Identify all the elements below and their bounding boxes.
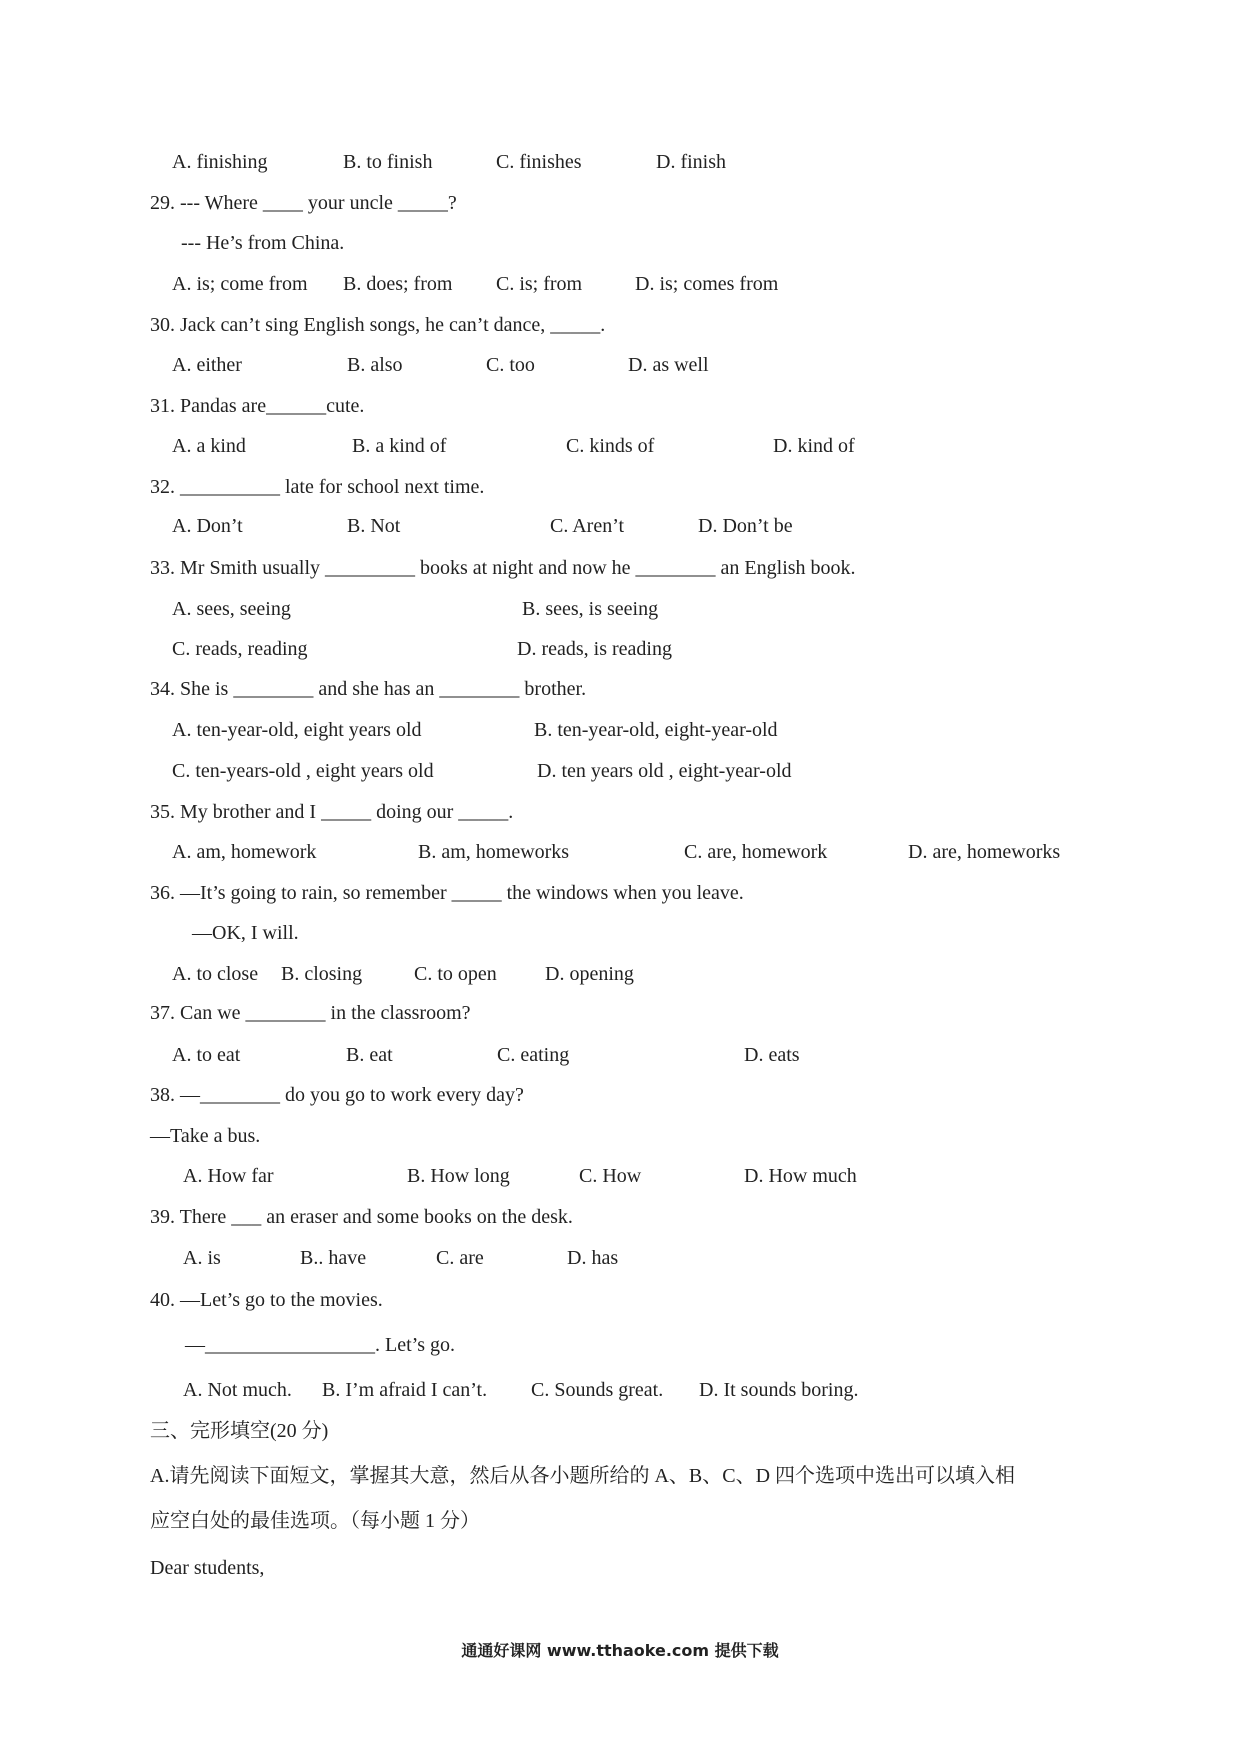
option-d: D. eats — [744, 1044, 800, 1066]
option-a: A. Not much. — [183, 1379, 292, 1401]
question-stem: 39. There ___ an eraser and some books on the desk. — [150, 1206, 573, 1228]
section-heading: 三、完形填空(20 分) — [150, 1420, 329, 1442]
question-stem: 35. My brother and I _____ doing our _____. — [150, 801, 514, 823]
option-c: C. are, homework — [684, 841, 828, 863]
section-instructions-line-1: A.请先阅读下面短文，掌握其大意，然后从各小题所给的 A、B、C、D 四个选项中选出可以填入相 — [150, 1465, 1016, 1487]
option-d: D. is; comes from — [635, 273, 779, 295]
question-stem: 33. Mr Smith usually _________ books at night and now he ________ an English book. — [150, 557, 856, 579]
question-stem: 32. __________ late for school next time. — [150, 476, 485, 498]
option-c: C. How — [579, 1165, 642, 1187]
question-stem: 40. —Let’s go to the movies. — [150, 1289, 383, 1311]
option-a: A. finishing — [172, 151, 268, 173]
option-a: A. is — [183, 1247, 221, 1269]
option-b: B. eat — [346, 1044, 393, 1066]
option-a: A. How far — [183, 1165, 274, 1187]
question-stem: 34. She is ________ and she has an ________ brother. — [150, 678, 587, 700]
option-b: B. sees, is seeing — [522, 598, 659, 620]
question-stem: 38. —________ do you go to work every day? — [150, 1084, 524, 1106]
option-c: C. is; from — [496, 273, 583, 295]
option-b: B. also — [347, 354, 403, 376]
option-b: B. am, homeworks — [418, 841, 570, 863]
option-b: B. How long — [407, 1165, 510, 1187]
option-d: D. has — [567, 1247, 619, 1269]
page-footer: 通通好课网 www.tthaoke.com 提供下载 — [461, 1641, 779, 1660]
option-c: C. to open — [414, 963, 497, 985]
option-c: C. too — [486, 354, 535, 376]
option-b: B. Not — [347, 515, 401, 537]
question-reply: —OK, I will. — [192, 922, 299, 944]
option-c: C. Aren’t — [550, 515, 625, 537]
option-b: B. to finish — [343, 151, 433, 173]
option-b: B. I’m afraid I can’t. — [322, 1379, 488, 1401]
option-d: D. How much — [744, 1165, 857, 1187]
question-reply: —_________________. Let’s go. — [185, 1334, 455, 1356]
option-c: C. Sounds great. — [531, 1379, 664, 1401]
option-c: C. eating — [497, 1044, 570, 1066]
option-a: A. ten-year-old, eight years old — [172, 719, 422, 741]
option-c: C. finishes — [496, 151, 582, 173]
option-c: C. ten-years-old , eight years old — [172, 760, 434, 782]
option-b: B. ten-year-old, eight-year-old — [534, 719, 778, 741]
option-d: D. It sounds boring. — [699, 1379, 859, 1401]
option-d: D. are, homeworks — [908, 841, 1061, 863]
option-d: D. reads, is reading — [517, 638, 672, 660]
option-d: D. Don’t be — [698, 515, 793, 537]
option-d: D. kind of — [773, 435, 855, 457]
option-b: B.. have — [300, 1247, 367, 1269]
option-a: A. Don’t — [172, 515, 243, 537]
option-a: A. am, homework — [172, 841, 317, 863]
question-stem: 31. Pandas are______cute. — [150, 395, 365, 417]
option-b: B. closing — [281, 963, 363, 985]
option-a: A. to eat — [172, 1044, 241, 1066]
option-d: D. opening — [545, 963, 634, 985]
section-instructions-line-2: 应空白处的最佳选项。（每小题 1 分） — [150, 1510, 480, 1532]
question-stem: 30. Jack can’t sing English songs, he can’t dance, _____. — [150, 314, 606, 336]
question-stem: 36. —It’s going to rain, so remember _____ the windows when you leave. — [150, 882, 744, 904]
question-stem: 29. --- Where ____ your uncle _____? — [150, 192, 457, 214]
option-c: C. kinds of — [566, 435, 655, 457]
option-d: D. ten years old , eight-year-old — [537, 760, 792, 782]
question-reply: —Take a bus. — [150, 1125, 261, 1147]
option-b: B. does; from — [343, 273, 453, 295]
option-a: A. to close — [172, 963, 259, 985]
option-b: B. a kind of — [352, 435, 447, 457]
letter-salutation: Dear students, — [150, 1557, 265, 1579]
option-a: A. sees, seeing — [172, 598, 291, 620]
option-c: C. reads, reading — [172, 638, 308, 660]
option-a: A. a kind — [172, 435, 246, 457]
option-a: A. either — [172, 354, 242, 376]
question-reply: --- He’s from China. — [181, 232, 345, 254]
option-d: D. finish — [656, 151, 726, 173]
question-stem: 37. Can we ________ in the classroom? — [150, 1002, 471, 1024]
option-d: D. as well — [628, 354, 709, 376]
option-a: A. is; come from — [172, 273, 308, 295]
option-c: C. are — [436, 1247, 484, 1269]
